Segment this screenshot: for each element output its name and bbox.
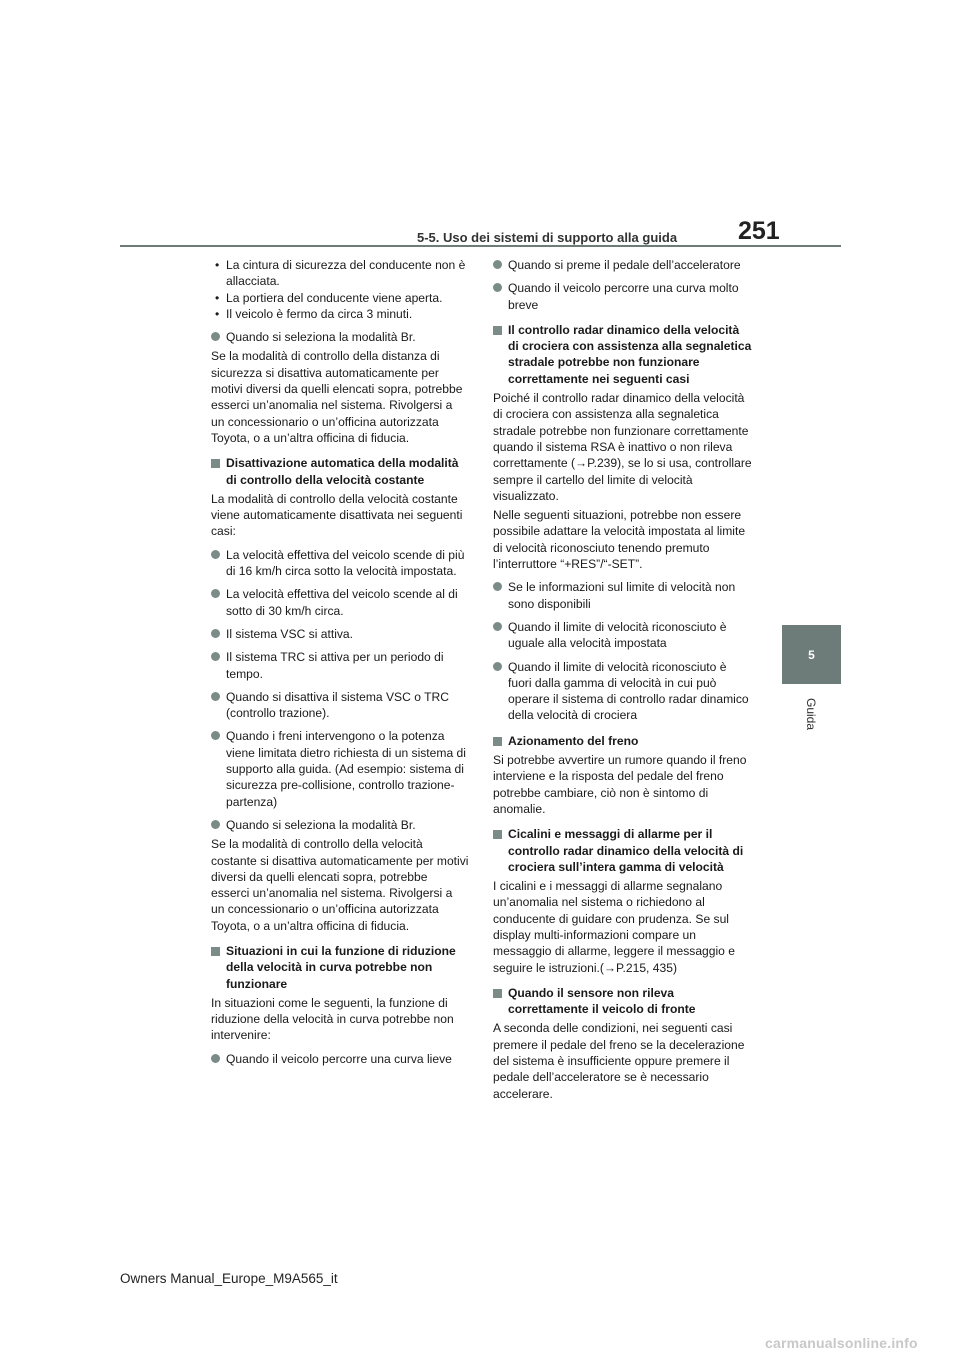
chapter-number: 5 (808, 647, 815, 662)
bullet-item: Quando si seleziona la modalità Br. (211, 329, 469, 345)
bullet-item: Quando si disattiva il sistema VSC o TRC (controllo trazione). (211, 689, 469, 722)
body-paragraph: I cicalini e i messaggi di allarme segnalano un’anomalia nel sistema o richiedono al conducente di guidare con prudenza. Se sul display multi-informazioni compare un messaggio di allarme, leggere il messaggio e seguire le istruzioni.(→P.215, 435) (493, 879, 735, 975)
page-number: 251 (738, 217, 780, 245)
body-paragraph: A seconda delle condizioni, nei seguenti casi premere il pedale del freno se la decelerazione del sistema è insufficiente oppure premere il pedale dell’acceleratore se è necessario accelerare. (493, 1021, 745, 1101)
body-paragraph: Si potrebbe avvertire un rumore quando il freno interviene e la risposta del pedale del freno potrebbe cambiare, ciò non è sintomo di anomalie. (493, 753, 747, 816)
bullet-item: La velocità effettiva del veicolo scende di più di 16 km/h circa sotto la velocità impostata. (211, 547, 469, 580)
section-heading: Quando il sensore non rileva correttamente il veicolo di fronte (493, 985, 753, 1018)
dot-list-item: • La portiera del conducente viene aperta. (211, 290, 469, 306)
body-paragraph: In situazioni come le seguenti, la funzione di riduzione della velocità in curva potrebbe non intervenire: (211, 995, 454, 1043)
bullet-item: Quando il limite di velocità riconosciuto è uguale alla velocità impostata (493, 619, 753, 652)
footer-manual-id: Owners Manual_Europe_M9A565_it (120, 1271, 338, 1286)
body-paragraph: La modalità di controllo della velocità costante viene automaticamente disattivata nei seguenti casi: (211, 491, 463, 539)
section-heading: Disattivazione automatica della modalità di controllo della velocità costante (211, 455, 469, 488)
dot-list-item: • Il veicolo è fermo da circa 3 minuti. (211, 306, 469, 322)
chapter-label: Guida (804, 697, 819, 731)
bullet-item: Quando i freni intervengono o la potenza viene limitata dietro richiesta di un sistema di supporto alla guida. (Ad esempio: sistema di sicurezza pre-collisione, controllo trazione-partenza) (211, 728, 469, 809)
bullet-item: Il sistema VSC si attiva. (211, 626, 469, 642)
bullet-item: La velocità effettiva del veicolo scende al di sotto di 30 km/h circa. (211, 586, 469, 619)
bullet-item: Se le informazioni sul limite di velocità non sono disponibili (493, 579, 753, 612)
right-column (493, 257, 753, 1102)
watermark: carmanualsonline.info (765, 1335, 918, 1351)
chapter-label-box (782, 684, 841, 744)
section-heading: Azionamento del freno (493, 733, 753, 749)
body-paragraph: Se la modalità di controllo della velocità costante si disattiva automaticamente per motivi diversi da quelli elencati sopra, potrebbe esserci un’anomalia nel sistema. Rivolgersi a un concessionario o un’officina autorizzata Toyota, o a un’altra officina di fiducia. (211, 837, 469, 933)
bullet-item: Quando il veicolo percorre una curva lieve (211, 1051, 469, 1067)
body-paragraph: Se la modalità di controllo della distanza di sicurezza si disattiva automaticamente per motivi diversi da quelli elencati sopra, potrebbe esserci un’anomalia nel sistema. Rivolgersi a un concessionario o un’officina autorizzata Toyota, o a un’altra officina di fiducia. (211, 349, 463, 445)
bullet-item: Il sistema TRC si attiva per un periodo di tempo. (211, 649, 469, 682)
bullet-item: Quando si preme il pedale dell’acceleratore (493, 257, 753, 273)
dot-list-item: • La cintura di sicurezza del conducente non è allacciata. (211, 257, 469, 290)
left-column (211, 257, 469, 1067)
bullet-item: Quando il limite di velocità riconosciuto è fuori dalla gamma di velocità in cui può operare il sistema di controllo radar dinamico della velocità di crociera (493, 659, 753, 724)
bullet-item: Quando il veicolo percorre una curva molto breve (493, 280, 753, 313)
header-divider (120, 245, 841, 247)
section-heading: Il controllo radar dinamico della velocità di crociera con assistenza alla segnaletica stradale potrebbe non funzionare correttamente nei seguenti casi (493, 322, 753, 387)
body-paragraph: Nelle seguenti situazioni, potrebbe non essere possibile adattare la velocità impostata al limite di velocità riconosciuto tenendo premuto l’interruttore “+RES”/“-SET”. (493, 508, 746, 572)
section-title: 5-5. Uso dei sistemi di supporto alla guida (417, 230, 678, 245)
body-paragraph: Poiché il controllo radar dinamico della velocità di crociera con assistenza alla segnaletica stradale potrebbe non funzionare correttamente quando il sistema RSA è inattivo o non rileva correttamente (→P.239), se lo si usa, controllare sempre il cartello del limite di velocità visualizzato. (493, 391, 752, 503)
bullet-item: Quando si seleziona la modalità Br. (211, 817, 469, 833)
section-heading: Situazioni in cui la funzione di riduzione della velocità in curva potrebbe non funzionare (211, 943, 469, 992)
chapter-tab[interactable] (782, 625, 841, 684)
section-heading: Cicalini e messaggi di allarme per il controllo radar dinamico della velocità di crociera sull’intera gamma di velocità (493, 826, 753, 875)
